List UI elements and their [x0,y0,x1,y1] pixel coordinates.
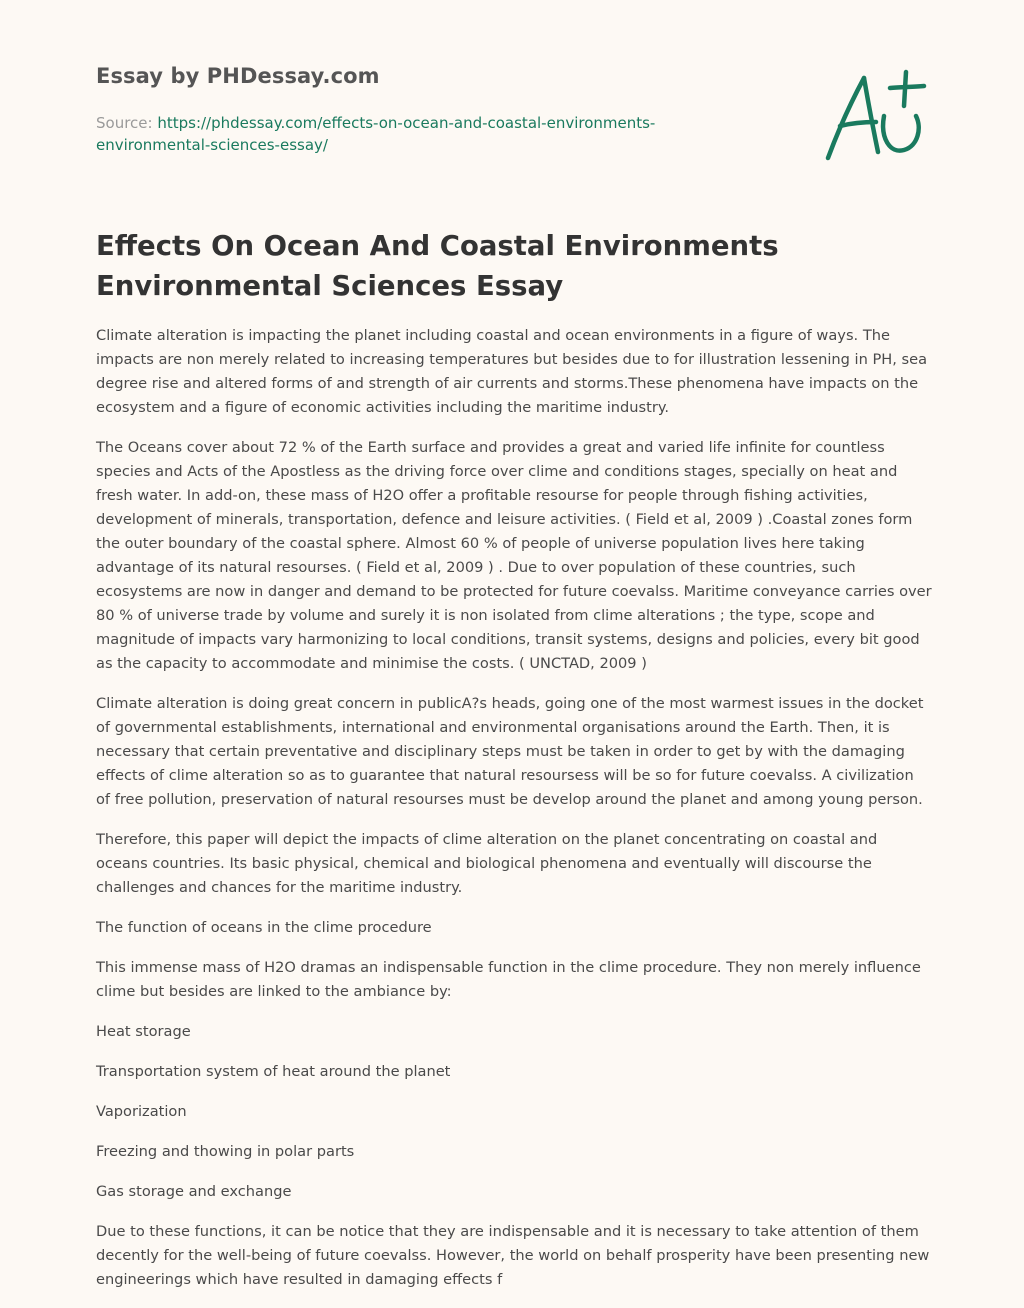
source-line [96,112,716,156]
a-plus-logo-icon [818,66,930,166]
paragraph: Climate alteration is doing great concern in publicA?s heads, going one of the most warmest issues in the docket of governmental establishments, international and environmental organisations around the Earth. Then, it is necessary that certain preventative and disciplinary steps must be taken in order to get by with the damaging effects of clime alteration so as to guarantee that natural resoursess will be so for future coevalss. A civilization of free pollution, preservation of natural resourses must be develop around the planet and among young person. [96,695,924,808]
paragraph: This immense mass of H2O dramas an indispensable function in the clime procedure. They non merely influence clime but besides are linked to the ambiance by: [96,959,921,1000]
essay-title-line1: Effects On Ocean And Coastal Environments [96,230,779,262]
source-url-line1: https://phdessay.com/effects-on-ocean-and-coastal-environments- [157,114,656,132]
source-url-line2: environmental-sciences-essay/ [96,136,328,154]
paragraph: Due to these functions, it can be notice that they are indispensable and it is necessary to take attention of them decently for the well-being of future coevalss. However, the world on behalf prosperity have been presenting new engineerings which have resulted in damaging effects f [96,1223,930,1288]
list-item: Gas storage and exchange [96,1183,292,1200]
source-link[interactable] [96,114,655,154]
list-item: Heat storage [96,1023,191,1040]
site-title: Essay by PHDessay.com [96,64,380,88]
paragraph: Climate alteration is impacting the planet including coastal and ocean environments in a figure of ways. The impacts are non merely related to increasing temperatures but besides due to for illustration lessening in PH, sea degree rise and altered forms of and strength of air currents and storms.These phenomena have impacts on the ecosystem and a figure of economic activities including the maritime industry. [96,327,928,416]
list-item: Freezing and thowing in polar parts [96,1143,355,1160]
source-label: Source: [96,114,158,132]
paragraph: The Oceans cover about 72 % of the Earth surface and provides a great and varied life infinite for countless species and Acts of the Apostless as the driving force over clime and conditions stages, specially on heat and fresh water. In add-on, these mass of H2O offer a profitable resourse for people through fishing activities, development of minerals, transportation, defence and leisure activities. ( Field et al, 2009 ) .Coastal zones form the outer boundary of the coastal sphere. Almost 60 % of people of universe population lives here taking advantage of its natural resourses. ( Field et al, 2009 ) . Due to over population of these countries, such ecosystems are now in danger and demand to be protected for future coevalss. Maritime conveyance carries over 80 % of universe trade by volume and surely it is non isolated from clime alterations ; the type, scope and magnitude of impacts vary harmonizing to local conditions, transit systems, designs and policies, every bit good as the capacity to accommodate and minimise the costs. ( UNCTAD, 2009 ) [96,439,932,672]
essay-title [96,226,896,306]
list-item: Vaporization [96,1103,187,1120]
essay-body [96,324,932,1308]
paragraph: Therefore, this paper will depict the impacts of clime alteration on the planet concentrating on coastal and oceans countries. Its basic physical, chemical and biological phenomena and eventually will discourse the challenges and chances for the maritime industry. [96,831,878,896]
section-heading: The function of oceans in the clime procedure [96,919,432,936]
list-item: Transportation system of heat around the planet [96,1063,451,1080]
essay-title-line2: Environmental Sciences Essay [96,270,564,302]
